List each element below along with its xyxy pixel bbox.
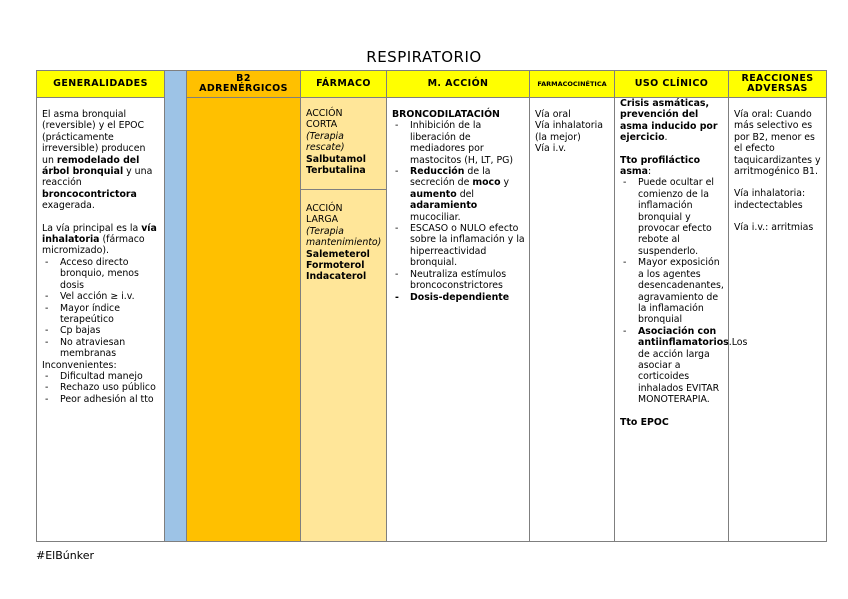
farmaco-accion-corta <box>301 98 386 190</box>
list-item: - Vel acción ≥ i.v. <box>42 291 160 302</box>
mecanismo-accion-text <box>387 109 529 303</box>
list-item: - Mayor exposición a los agentes desencadenantes, agravamiento de la inflamación bronquial <box>620 257 724 325</box>
drug-name: Salbutamol <box>306 153 366 165</box>
uso-list <box>620 177 748 406</box>
farmaco-accion-larga <box>301 203 386 283</box>
drug-table <box>36 70 827 542</box>
column-mecanismo-accion <box>387 71 530 541</box>
reaccion-iv: Vía i.v.: arritmias <box>734 222 814 234</box>
list-item: - Inhibición de la liberación de mediadores por mastocitos (H, LT, PG) <box>392 120 525 166</box>
footer-hashtag: #ElBúnker <box>36 549 94 562</box>
header-farmacocinetica: FARMACOCINÉTICA <box>530 71 614 98</box>
list-item: - Dosis-dependiente <box>392 292 525 303</box>
column-farmaco <box>301 71 387 541</box>
generalidades-paragraph-1: El asma bronquial (reversible) y el EPOC (prácticamente irreversible) producen un remodelado del árbol bronquial y una reacción broncocontrictora exagerada. <box>42 109 153 212</box>
list-item: - Peor adhesión al tto <box>42 394 160 405</box>
inconvenientes-list <box>42 371 160 405</box>
ventajas-list <box>42 257 160 360</box>
list-item: - Acceso directo bronquio, menos dosis <box>42 257 160 291</box>
accion-corta-note: (Terapia rescate) <box>306 130 345 154</box>
column-b2-adrenergicos <box>187 71 301 541</box>
drug-name: Indacaterol <box>306 271 367 283</box>
accion-list <box>392 120 525 303</box>
header-b2-adrenergicos: B2 ADRENÉRGICOS <box>187 71 300 98</box>
column-generalidades <box>37 71 165 541</box>
list-item: - Asociación con antiinflamatorios.Los de acción larga asociar a corticoides inhalados EVITAR MONOTERAPIA. <box>620 326 724 406</box>
header-reacciones-adversas: REACCIONES ADVERSAS <box>729 71 826 98</box>
list-item: - Puede ocultar el comienzo de la inflamación bronquial y provocar efecto rebote al suspenderlo. <box>620 177 724 257</box>
list-item: - Reducción de la secreción de moco y aumento del adaramiento mucociliar. <box>392 166 525 223</box>
header-mecanismo-accion: M. ACCIÓN <box>387 71 529 98</box>
via-item: Vía i.v. <box>535 143 567 155</box>
column-uso-clinico <box>615 71 748 541</box>
uso-clinico-text <box>615 98 748 428</box>
drug-name: Formoterol <box>306 260 365 272</box>
generalidades-paragraph-2: La vía principal es la vía inhalatoria (fármaco micromizado). <box>42 222 157 257</box>
profilactico-text: Tto profiláctico asma: <box>620 154 701 178</box>
list-item: - Dificultad manejo <box>42 371 160 382</box>
blue-divider-column <box>165 71 187 541</box>
reacciones-text <box>729 109 826 234</box>
crisis-text: Crisis asmáticas, prevención del asma inducido por ejercicio. <box>620 98 718 144</box>
inconvenientes-label: Inconvenientes: <box>42 359 117 371</box>
epoc-text: Tto EPOC <box>620 416 669 428</box>
drug-name: Salemeterol <box>306 248 370 260</box>
list-item: - Rechazo uso público <box>42 382 160 393</box>
via-item: Vía oral <box>535 109 571 120</box>
accion-larga-label: ACCIÓN LARGA <box>306 203 343 226</box>
list-item: - ESCASO o NULO efecto sobre la inflamación y la hiperreactividad bronquial. <box>392 223 525 269</box>
list-item: - Neutraliza estímulos broncoconstrictores <box>392 269 525 292</box>
header-uso-clinico: USO CLÍNICO <box>615 71 728 98</box>
broncodilatacion-title: BRONCODILATACIÓN <box>392 109 500 120</box>
column-reacciones-adversas <box>729 71 826 541</box>
reaccion-inhalatoria: Vía inhalatoria: indectectables <box>734 188 806 211</box>
column-farmacocinetica <box>530 71 615 541</box>
page-title: RESPIRATORIO <box>366 48 482 66</box>
farmacocinetica-text <box>530 109 614 155</box>
header-farmaco: FÁRMACO <box>301 71 386 98</box>
generalidades-text <box>37 109 164 405</box>
header-generalidades: GENERALIDADES <box>37 71 164 98</box>
drug-name: Terbutalina <box>306 165 366 177</box>
accion-corta-label: ACCIÓN CORTA <box>306 108 343 131</box>
accion-larga-note: (Terapia mantenimiento) <box>306 225 382 249</box>
list-item: - Mayor índice terapeútico <box>42 303 160 326</box>
reaccion-oral: Vía oral: Cuando más selectivo es por B2, menor es el efecto taquicardizantes y arritmogénico B1. <box>734 109 821 178</box>
list-item: - No atraviesan membranas <box>42 337 160 360</box>
via-item: Vía inhalatoria (la mejor) <box>535 120 603 143</box>
list-item: - Cp bajas <box>42 325 160 336</box>
